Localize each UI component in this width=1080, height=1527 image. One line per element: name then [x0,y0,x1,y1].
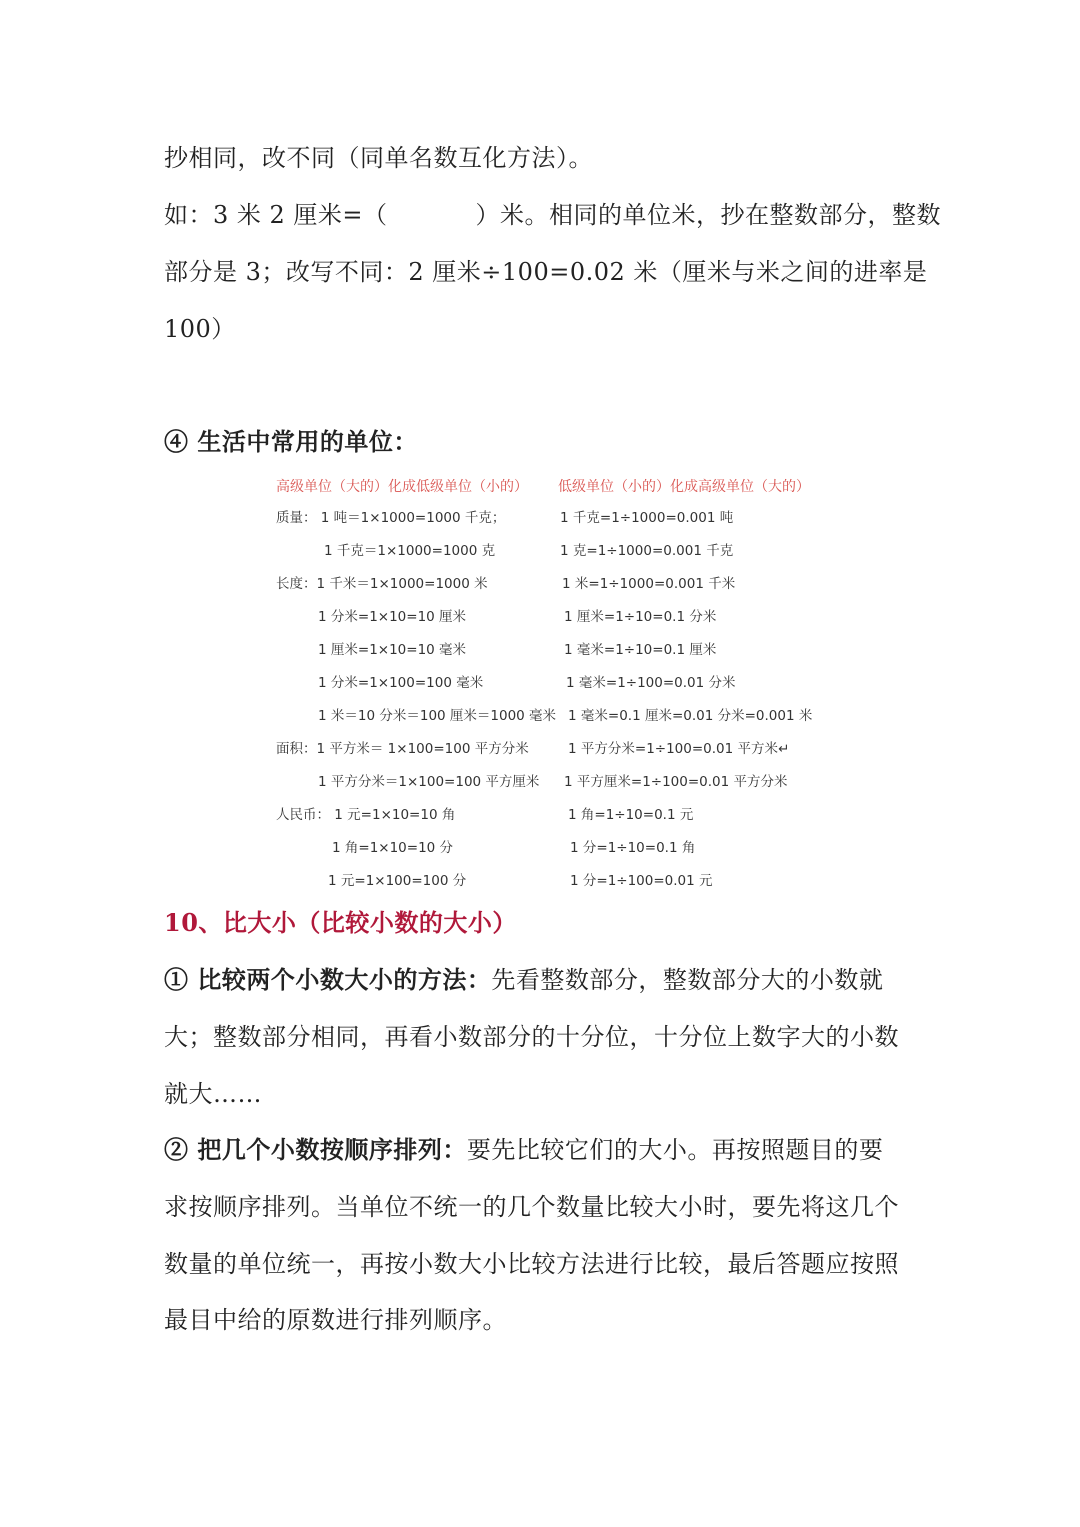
example-text-after-blank: ）米。相同的单位米，抄在整数部分，整数 [475,201,942,229]
table-cell-left: 1 厘米=1×10=10 毫米 [318,642,467,658]
table-cell-right: 1 千克=1÷1000=0.001 吨 [560,510,734,526]
section-heading-common-units: ④ 生活中常用的单位： [164,427,418,456]
table-cell-left: 1 元=1×100=100 分 [328,873,467,889]
table-header-right: 低级单位（小的）化成高级单位（大的） [558,479,810,495]
paragraph-line: 最目中给的原数进行排列顺序。 [164,1306,507,1334]
table-cell-left: 1 米＝10 分米＝100 厘米＝1000 毫米 [318,708,557,724]
table-cell-right: 1 米=1÷1000=0.001 千米 [562,576,736,592]
paragraph-line: 大；整数部分相同，再看小数部分的十分位，十分位上数字大的小数 [164,1023,899,1051]
table-cell-left: 长度：1 千米＝1×1000=1000 米 [276,576,488,592]
table-cell-left: 质量： 1 吨＝1×1000=1000 千克； [276,510,506,526]
subheading-compare-method: ① 比较两个小数大小的方法： [164,965,492,994]
paragraph-line [164,1134,883,1166]
table-cell-left: 1 分米=1×10=10 厘米 [318,609,467,625]
table-cell-left: 1 平方分米＝1×100=100 平方厘米 [318,774,540,790]
table-cell-right: 1 克=1÷1000=0.001 千克 [560,543,734,559]
table-cell-right: 1 平方分米=1÷100=0.01 平方米↵ [568,741,790,757]
paragraph-line [164,199,941,231]
table-cell-right: 1 毫米=0.1 厘米=0.01 分米=0.001 米 [568,708,813,724]
table-cell-right: 1 毫米=1÷100=0.01 分米 [566,675,736,691]
table-cell-right: 1 分=1÷10=0.1 角 [570,840,696,856]
table-cell-left: 1 角=1×10=10 分 [332,840,454,856]
section-heading-compare-decimals: 10、比大小（比较小数的大小） [164,908,517,937]
table-cell-left: 1 千克＝1×1000=1000 克 [324,543,496,559]
table-cell-right: 1 分=1÷100=0.01 元 [570,873,713,889]
paragraph-line: 数量的单位统一，再按小数大小比较方法进行比较，最后答题应按照 [164,1250,899,1278]
paragraph-line: 就大…… [164,1080,262,1108]
paragraph-line: 求按顺序排列。当单位不统一的几个数量比较大小时，要先将这几个 [164,1193,899,1221]
paragraph-line [164,964,883,996]
table-cell-left: 人民币： 1 元=1×10=10 角 [276,807,456,823]
paragraph-text: 先看整数部分，整数部分大的小数就 [491,966,884,994]
table-cell-right: 1 角=1÷10=0.1 元 [568,807,694,823]
subheading-ordering: ② 把几个小数按顺序排列： [164,1135,467,1164]
paragraph-line: 部分是 3；改写不同：2 厘米÷100=0.02 米（厘米与米之间的进率是 [164,258,928,286]
paragraph-text: 要先比较它们的大小。再按照题目的要 [466,1136,884,1164]
example-text-before-blank: 如：3 米 2 厘米=（ [164,201,388,229]
table-cell-left: 1 分米=1×100=100 毫米 [318,675,484,691]
paragraph-line: 抄相同，改不同（同单名数互化方法）。 [164,144,593,172]
table-cell-right: 1 平方厘米=1÷100=0.01 平方分米 [564,774,788,790]
paragraph-line: 100） [164,315,236,343]
table-cell-left: 面积：1 平方米＝ 1×100=100 平方分米 [276,741,529,757]
units-conversion-table [276,470,836,900]
table-cell-right: 1 毫米=1÷10=0.1 厘米 [564,642,717,658]
table-cell-right: 1 厘米=1÷10=0.1 分米 [564,609,717,625]
table-header-left: 高级单位（大的）化成低级单位（小的） [276,479,528,495]
